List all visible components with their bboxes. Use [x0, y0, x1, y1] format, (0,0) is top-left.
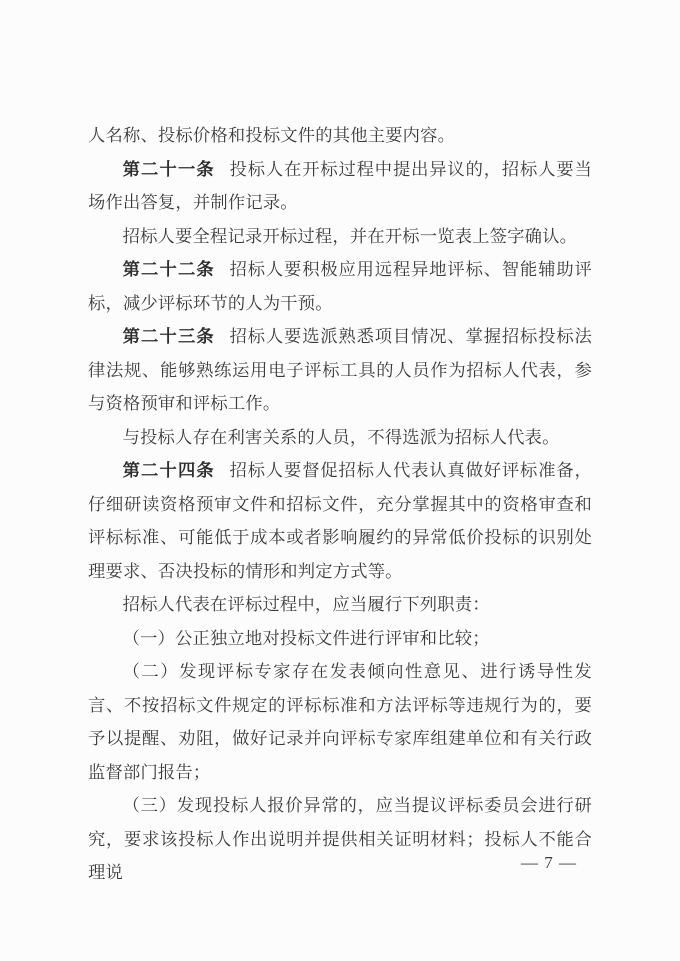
paragraph-article-22	[88, 253, 592, 320]
document-body-text	[88, 119, 592, 890]
paragraph-text: 招标人要积极应用远程异地评标、智能辅助评标，减少评标环节的人为干预。	[88, 260, 592, 313]
paragraph-article-24	[88, 454, 592, 588]
paragraph-text: 招标人代表在评标过程中，应当履行下列职责：	[122, 595, 490, 614]
article-number-21: 第二十一条	[122, 158, 215, 179]
paragraph-article-21	[88, 153, 592, 220]
paragraph-text: 与投标人存在利害关系的人员，不得选派为招标人代表。	[122, 427, 560, 447]
paragraph-text: （三）发现投标人报价异常的，应当提议评标委员会进行研究，要求该投标人作出说明并提供相关证明材料；投标人不能合理说	[88, 796, 592, 882]
paragraph-text: 招标人要选派熟悉项目情况、掌握招标投标法律法规、能够熟练运用电子评标工具的人员作为招标人代表，参与资格预审和评标工作。	[88, 327, 592, 413]
paragraph-conflict-of-interest	[88, 421, 592, 455]
paragraph-text: 招标人要督促招标人代表认真做好评标准备，仔细研读资格预审文件和招标文件，充分掌握其中的资格审查和评标标准、可能低于成本或者影响履约的异常低价投标的识别处理要求、否决投标的情形和判定方式等。	[88, 461, 592, 581]
paragraph-duty-item-2	[88, 655, 592, 789]
paragraph-continuation	[88, 119, 592, 153]
paragraph-duty-item-3	[88, 789, 592, 890]
paragraph-text: （二）发现评标专家存在发表倾向性意见、进行诱导性发言、不按招标文件规定的评标标准和方法评标等违规行为的，要予以提醒、劝阻，做好记录并向评标专家库组建单位和有关行政监督部门报告；	[88, 662, 592, 782]
article-number-22: 第二十二条	[122, 259, 215, 279]
paragraph-text: 人名称、投标价格和投标文件的其他主要内容。	[88, 126, 456, 145]
paragraph-duty-item-1	[88, 622, 592, 656]
paragraph-open-bid-record	[88, 220, 592, 254]
article-number-23: 第二十三条	[122, 326, 215, 346]
paragraph-text: （一）公正独立地对投标文件进行评审和比较；	[122, 628, 490, 648]
paragraph-duties-intro	[88, 588, 592, 622]
article-number-24: 第二十四条	[122, 460, 215, 480]
paragraph-text: 投标人在开标过程中提出异议的，招标人要当场作出答复，并制作记录。	[88, 159, 592, 212]
page-number: — 7 —	[521, 853, 577, 872]
paragraph-article-23	[88, 320, 592, 421]
paragraph-text: 招标人要全程记录开标过程，并在开标一览表上签字确认。	[122, 226, 578, 246]
